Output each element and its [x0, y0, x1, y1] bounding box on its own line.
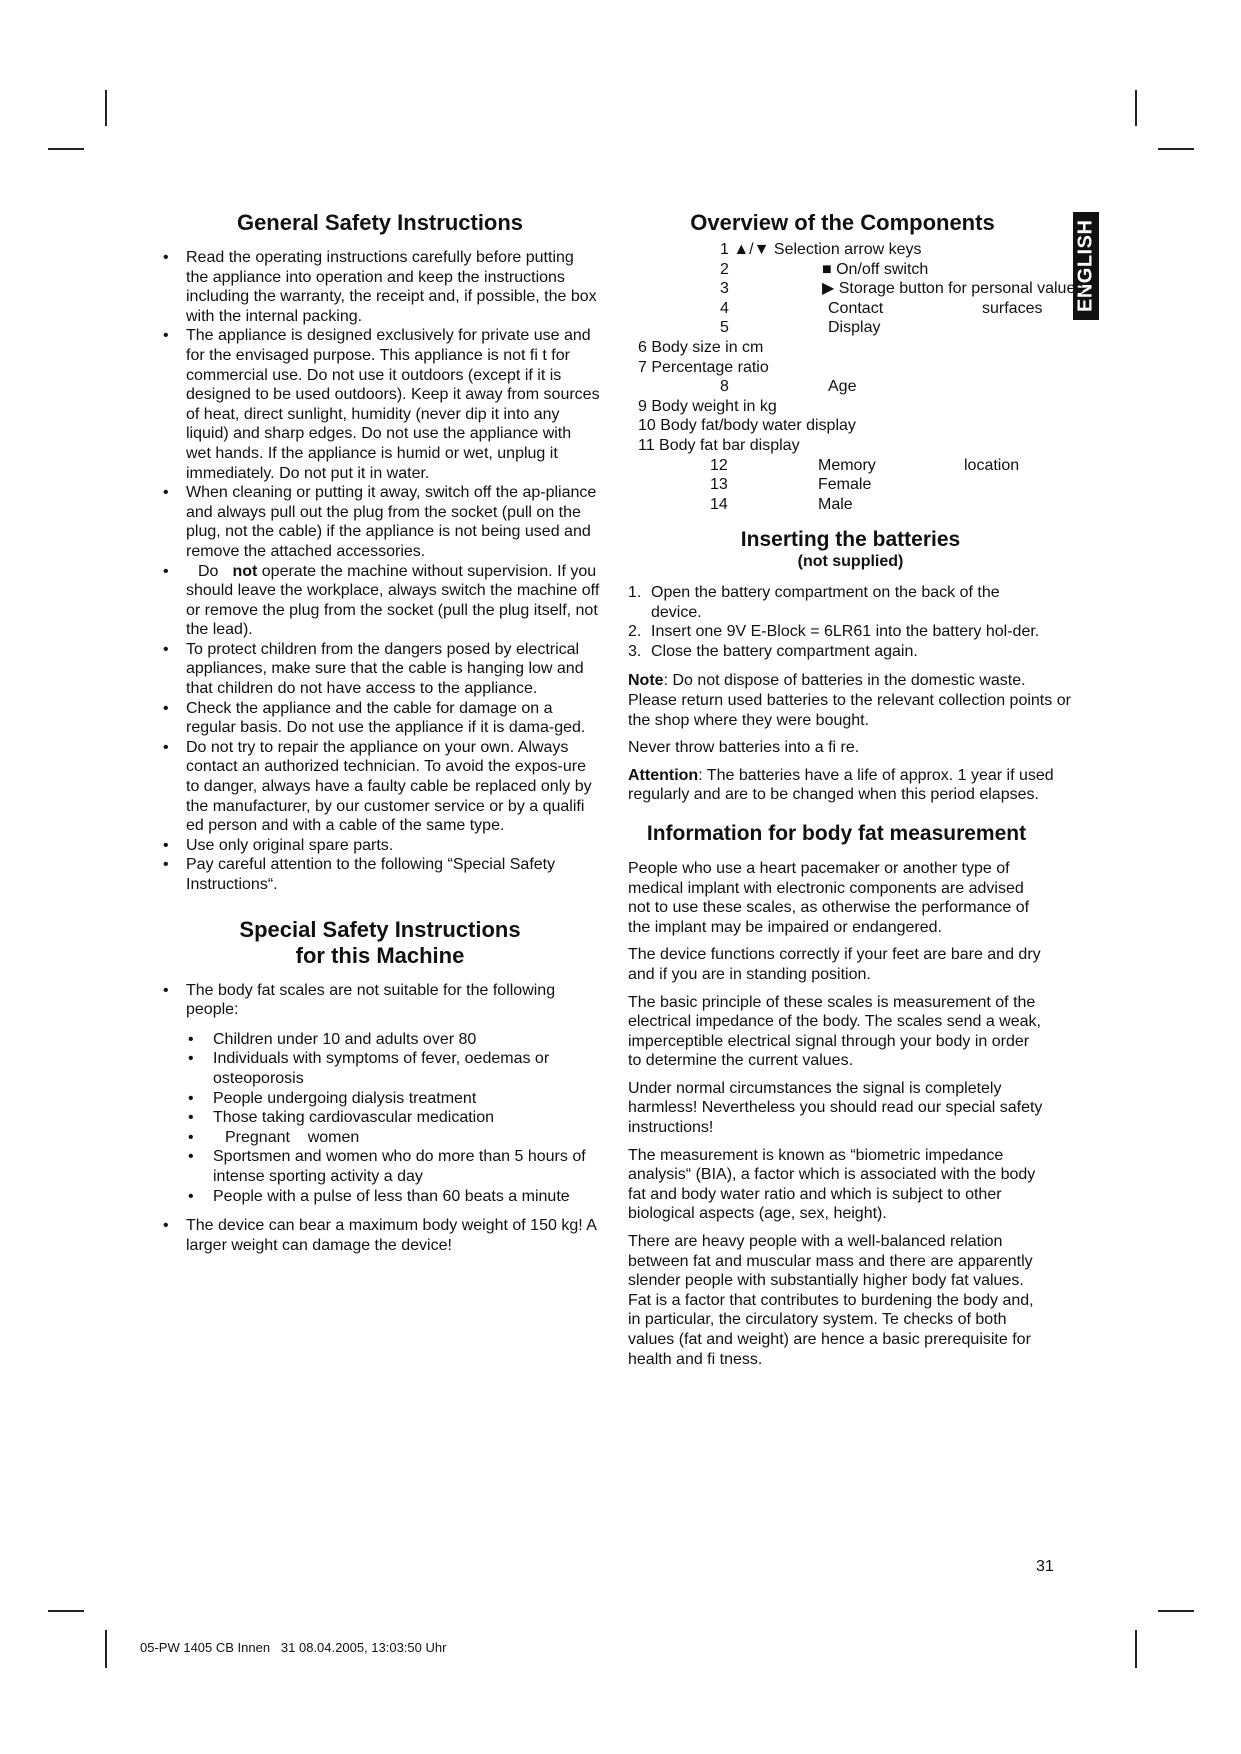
component-13: Female: [818, 476, 872, 494]
component-8: Age: [828, 378, 857, 396]
crop-mark: [1158, 148, 1194, 150]
bodyfat-paragraph: The measurement is known as “biometric impedance analysis“ (BIA), a factor which is associated with the body fat and body water ratio and which is subject to other biological aspects (age, sex, height).: [628, 1146, 1036, 1223]
components-list: [628, 240, 1084, 513]
component-8-num: 8: [720, 378, 729, 396]
bodyfat-paragraph: Under normal circumstances the signal is completely harmless! Nevertheless you should read our special safety instructions!: [628, 1079, 1043, 1137]
battery-steps: [628, 583, 1073, 661]
list-item: 2. Insert one 9V E-Block = 6LR61 into the battery hol-der.: [628, 623, 1040, 641]
crop-mark: [1135, 1630, 1137, 1668]
component-4-b: surfaces: [982, 299, 1043, 317]
crop-mark: [105, 1630, 107, 1668]
component-4-num: 4: [720, 299, 729, 317]
crop-mark: [1135, 90, 1137, 126]
list-item: • The appliance is designed exclusively for private use and for the envisaged purpose. This appliance is not fi t for commercial use. Do not use it outdoors (except if it is designed to be used outdoors). Keep it away from sources of heat, direct sunlight, humidity (never dip it into any liquid) and sharp edges. Do not use the appliance with wet hands. If the appliance is humid or wet, unplug it immediately. Do not put it in water.: [160, 326, 600, 483]
list-item: • To protect children from the dangers posed by electrical appliances, make sure that the cable is hanging low and that children do not have access to the appliance.: [160, 640, 600, 699]
component-2: ■ On/off switch: [822, 260, 929, 278]
battery-note: Note: Do not dispose of batteries in the domestic waste. Please return used batteries to the relevant collection points or the shop where they were bought.: [628, 672, 1071, 729]
list-item: • Read the operating instructions carefully before putting the appliance into operation and keep the instructions including the warranty, the receipt and, if possible, the box with the internal packing.: [160, 248, 600, 326]
list-item: • Sportsmen and women who do more than 5 hours of intense sporting activity a day: [186, 1147, 600, 1186]
crop-mark: [105, 90, 107, 126]
bodyfat-title: Information for body fat measurement: [646, 821, 1027, 845]
component-12: Memory: [818, 456, 876, 474]
component-3-num: 3: [720, 280, 729, 298]
print-footer: 05-PW 1405 CB Innen 31 08.04.2005, 13:03:50 Uhr: [140, 1640, 447, 1655]
component-4: Contact: [828, 299, 884, 317]
list-item: • Check the appliance and the cable for damage on a regular basis. Do not use the appliance if it is dama-ged.: [160, 699, 600, 738]
bodyfat-paragraph: People who use a heart pacemaker or another type of medical implant with electronic components are advised not to use these scales, as otherwise the performance of the implant may be impaired or endangered.: [628, 859, 1030, 936]
battery-attention: Attention: The batteries have a life of approx. 1 year if used regularly and are to be changed when this period elapses.: [628, 766, 1054, 804]
list-item: • People undergoing dialysis treatment: [186, 1089, 600, 1109]
list-item: • Individuals with symptoms of fever, oedemas or osteoporosis: [186, 1049, 600, 1088]
page-number: 31: [1036, 1558, 1054, 1575]
list-item: • Children under 10 and adults over 80: [186, 1030, 600, 1050]
list-item: 1. Open the battery compartment on the back of the device.: [628, 584, 1000, 621]
list-item: • Pregnant women: [186, 1128, 600, 1148]
list-item: • Use only original spare parts.: [160, 836, 600, 856]
component-6: 6 Body size in cm: [638, 339, 764, 356]
list-item: • Those taking cardiovascular medication: [186, 1108, 600, 1128]
left-column: [160, 210, 600, 1255]
list-item: 3. Close the battery compartment again.: [628, 642, 918, 660]
crop-mark: [48, 1610, 84, 1612]
component-12-b: location: [964, 456, 1020, 474]
list-item: • The device can bear a maximum body weight of 150 kg! A larger weight can damage the device!: [160, 1216, 600, 1255]
component-1: 1 ▲/▼ Selection arrow keys: [720, 241, 922, 258]
bodyfat-paragraph: There are heavy people with a well-balanced relation between fat and muscular mass and there are apparently slender people with substantially higher body fat values. Fat is a factor that contributes to burdening the body and, in particular, the circulatory system. Te checks of both values (fat and weight) are hence a basic prerequisite for health and fi tness.: [628, 1233, 1034, 1368]
general-safety-title: General Safety Instructions: [236, 210, 524, 235]
crop-mark: [48, 148, 84, 150]
component-14-num: 14: [710, 495, 728, 513]
component-5-num: 5: [720, 319, 729, 337]
component-5: Display: [828, 319, 881, 337]
batteries-title: Inserting the batteries: [740, 528, 961, 551]
list-item: • People with a pulse of less than 60 beats a minute: [186, 1187, 600, 1207]
unsuitable-people-list: [186, 1030, 600, 1206]
batteries-subtitle: (not supplied): [797, 553, 904, 570]
crop-mark: [1158, 1610, 1194, 1612]
list-item: • Do not try to repair the appliance on your own. Always contact an authorized technician. To avoid the expos-ure to danger, always have a faulty cable be replaced only by the manufacturer, by our customer service or by a qualifi ed person and with a cable of the same type.: [160, 738, 600, 836]
list-item: • When cleaning or putting it away, switch off the ap-pliance and always pull out the plug from the socket (pull on the plug, not the cable) if the appliance is not being used and remove the attached accessories.: [160, 483, 600, 561]
list-item: • The body fat scales are not suitable for the following people: • Children under 10 and adults over 80 • Individuals with symptoms of fever, oedemas or osteoporosis • People undergoing dialysis treatment • Those taking cardiovascular medication • Pregnant women • Sportsmen and women who do more than 5 hours of intense sporting activity a day • People with a pulse of less than 60 beats a minute: [160, 981, 600, 1207]
component-14: Male: [818, 495, 853, 513]
bodyfat-paragraph: The device functions correctly if your feet are bare and dry and if you are in standing position.: [628, 946, 1041, 983]
general-safety-list: [160, 248, 600, 895]
component-11: 11 Body fat bar display: [638, 437, 800, 454]
component-9: 9 Body weight in kg: [638, 397, 777, 415]
component-7: 7 Percentage ratio: [638, 358, 769, 376]
special-safety-list: [160, 981, 600, 1256]
right-column: [628, 210, 1084, 1377]
bodyfat-info: [628, 859, 1073, 1369]
battery-fire-warning: Never throw batteries into a fi re.: [628, 739, 860, 757]
component-2-num: 2: [720, 260, 729, 278]
component-3: ▶ Storage button for personal values: [822, 280, 1084, 298]
language-tab: ENGLISH: [1073, 212, 1099, 320]
component-13-num: 13: [710, 476, 728, 494]
special-safety-title: Special Safety Instructions for this Machine: [239, 916, 521, 968]
bodyfat-paragraph: The basic principle of these scales is measurement of the electrical impedance of the body. The scales send a weak, imperceptible electrical signal through your body in order to determine the current values.: [628, 993, 1041, 1070]
component-10: 10 Body fat/body water display: [638, 417, 856, 435]
list-item: • Pay careful attention to the following “Special Safety Instructions“.: [160, 855, 600, 894]
component-12-num: 12: [710, 456, 728, 474]
list-item: • Do not operate the machine without supervision. If you should leave the workplace, always switch the machine off or remove the plug from the socket (pull the plug itself, not the lead).: [160, 562, 600, 640]
overview-title: Overview of the Components: [690, 210, 995, 235]
